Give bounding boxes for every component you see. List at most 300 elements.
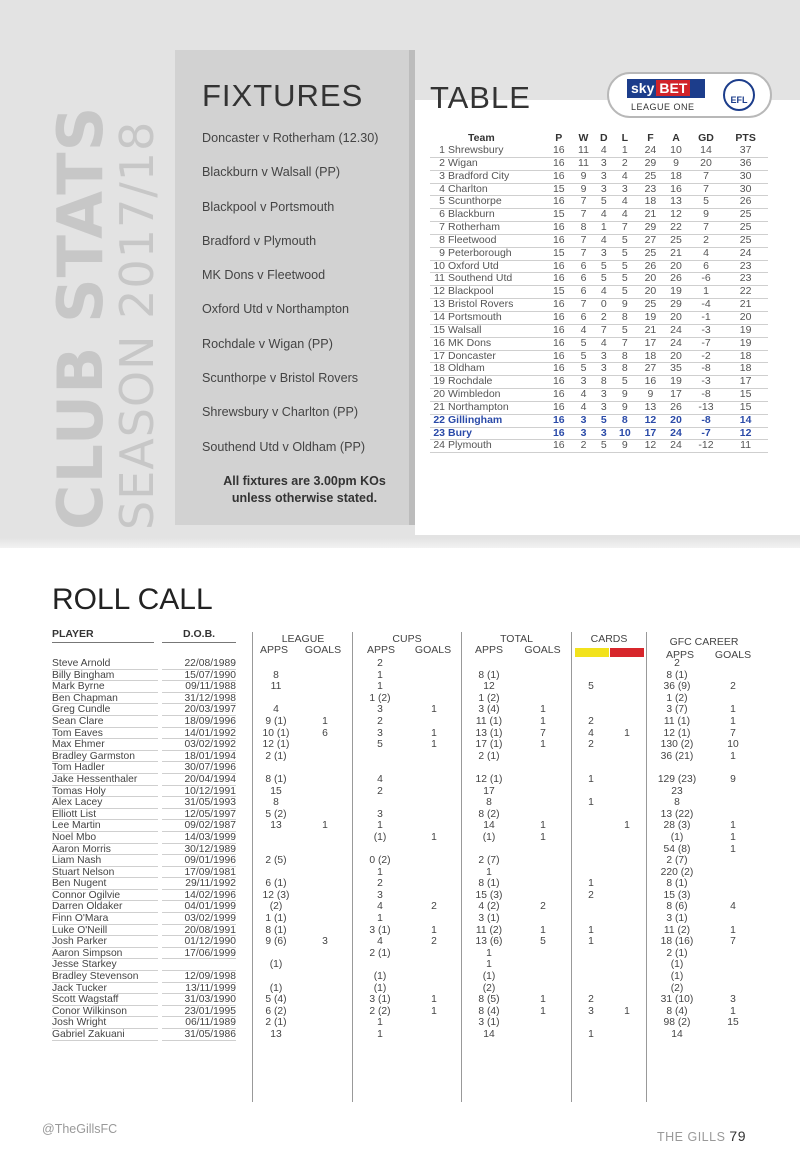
stat-cell	[300, 786, 350, 798]
stat-cell	[516, 844, 570, 856]
stat-cell	[609, 983, 645, 995]
stat-cell: (2)	[482, 982, 496, 994]
table-cell-pos: 13	[430, 299, 448, 312]
stat-cell	[516, 762, 570, 774]
stat-cell	[516, 948, 570, 960]
total-goals-column	[516, 658, 570, 1041]
table-cell-l: 5	[612, 234, 638, 247]
table-cell-w: 6	[572, 273, 596, 286]
table-cell-w: 5	[572, 350, 596, 363]
stat-cell: 1	[540, 994, 546, 1006]
club-stats-title: CLUB STATS	[44, 105, 117, 530]
stat-cell: 20/03/1997	[162, 704, 236, 716]
stat-cell: 8 (1)	[666, 669, 688, 681]
stat-cell: 3	[377, 727, 383, 739]
stat-cell: 06/11/1989	[162, 1017, 236, 1029]
table-cell-f: 27	[638, 363, 664, 376]
table-row	[430, 260, 768, 273]
table-cell-f: 18	[638, 350, 664, 363]
stat-cell: 3 (4)	[478, 704, 500, 716]
stat-cell	[300, 855, 350, 867]
table-row	[430, 440, 768, 453]
player-name: Gabriel Zakuani	[52, 1029, 158, 1041]
stat-cell: 28 (3)	[663, 820, 691, 832]
stat-cell	[300, 844, 350, 856]
stat-cell	[573, 983, 609, 995]
table-cell-l: 8	[612, 311, 638, 324]
table-cell-f: 19	[638, 311, 664, 324]
table-cell-p: 16	[546, 324, 572, 337]
stat-cell: 2	[377, 878, 383, 890]
table-cell-pts: 30	[723, 183, 768, 196]
table-cell-p: 16	[546, 414, 572, 427]
stat-cell	[300, 809, 350, 821]
stat-cell: 3 (1)	[478, 913, 500, 925]
table-cell-a: 20	[663, 260, 689, 273]
stat-cell: 9	[730, 773, 736, 785]
table-cell-gd: -1	[689, 311, 723, 324]
stat-cell: 1	[730, 924, 736, 936]
stat-cell	[408, 948, 460, 960]
table-cell-l: 5	[612, 260, 638, 273]
table-cell-f: 12	[638, 440, 664, 453]
stat-cell	[573, 704, 609, 716]
player-name: Steve Arnold	[52, 658, 158, 670]
red-cards-column	[609, 658, 645, 1041]
table-cell-pts: 11	[723, 440, 768, 453]
table-cell-team: Wimbledon	[448, 389, 546, 402]
table-row	[430, 234, 768, 247]
stat-cell: 1	[540, 924, 546, 936]
table-cell-pts: 23	[723, 273, 768, 286]
table-cell-w: 3	[572, 376, 596, 389]
season-title: SEASON 2017/18	[110, 120, 164, 530]
table-cell-a: 17	[663, 389, 689, 402]
table-cell-p: 16	[546, 170, 572, 183]
stat-cell: 1	[624, 1005, 630, 1017]
stat-cell	[609, 716, 645, 728]
stat-cell: 17 (1)	[475, 739, 503, 751]
table-cell-team: Gillingham	[448, 414, 546, 427]
table-cell-pts: 20	[723, 311, 768, 324]
table-cell-d: 4	[595, 234, 612, 247]
player-name: Lee Martin	[52, 820, 158, 832]
stat-cell: 4	[588, 727, 594, 739]
stat-cell: 54 (8)	[663, 843, 691, 855]
stat-cell: 03/02/1992	[162, 739, 236, 751]
stat-cell	[300, 762, 350, 774]
stat-cell	[408, 913, 460, 925]
stat-cell: 14	[483, 820, 495, 832]
stat-cell: 1	[377, 681, 383, 693]
league-header: LEAGUE	[281, 633, 325, 645]
stat-cell	[573, 658, 609, 670]
table-cell-p: 16	[546, 350, 572, 363]
stat-cell: 15 (3)	[663, 889, 691, 901]
table-cell-gd: -6	[689, 273, 723, 286]
table-cell-f: 20	[638, 273, 664, 286]
stat-cell: 1	[377, 669, 383, 681]
stat-cell: 2 (7)	[478, 855, 500, 867]
stat-cell	[516, 751, 570, 763]
table-cell-w: 6	[572, 260, 596, 273]
stat-cell: 09/11/1988	[162, 681, 236, 693]
yellow-cards-column	[573, 658, 609, 1041]
stat-cell: 1	[730, 831, 736, 843]
stat-cell	[516, 774, 570, 786]
dob-column	[162, 658, 236, 1041]
stat-cell: 1	[540, 704, 546, 716]
table-cell-pos: 1	[430, 145, 448, 157]
table-cell-p: 16	[546, 440, 572, 453]
table-cell-pts: 18	[723, 363, 768, 376]
stat-cell	[408, 867, 460, 879]
stat-cell	[706, 983, 760, 995]
club-stats-heading	[44, 70, 170, 530]
stat-cell	[609, 658, 645, 670]
fixture-item: Blackpool v Portsmouth	[202, 199, 335, 214]
stat-cell: 13 (22)	[660, 808, 694, 820]
stat-cell	[408, 762, 460, 774]
stat-cell: 1	[322, 820, 328, 832]
league-apps-header: APPS	[259, 644, 288, 656]
total-apps-column	[463, 658, 515, 1041]
stat-cell	[609, 936, 645, 948]
stat-cell: 4	[377, 773, 383, 785]
table-cell-d: 7	[595, 324, 612, 337]
table-cell-a: 24	[663, 337, 689, 350]
table-cell-pts: 25	[723, 209, 768, 222]
stat-cell: 1	[540, 1005, 546, 1017]
stat-cell: 1	[588, 936, 594, 948]
league-one-label: LEAGUE ONE	[631, 102, 695, 112]
stat-cell	[354, 751, 406, 763]
table-cell-pts: 25	[723, 234, 768, 247]
table-cell-team: Wigan	[448, 157, 546, 170]
table-row	[430, 324, 768, 337]
table-cell-a: 20	[663, 350, 689, 363]
efl-logo-icon: EFL	[723, 79, 755, 111]
player-name: Conor Wilkinson	[52, 1006, 158, 1018]
stat-cell: 8	[674, 797, 680, 809]
stat-cell: 11 (2)	[663, 924, 691, 936]
stat-cell: 1	[377, 820, 383, 832]
player-name: Ben Nugent	[52, 878, 158, 890]
stat-cell	[408, 751, 460, 763]
table-cell-w: 3	[572, 414, 596, 427]
stat-cell: 11 (1)	[663, 715, 691, 727]
table-cell-pts: 37	[723, 145, 768, 157]
stat-cell: 14/03/1999	[162, 832, 236, 844]
table-cell-d: 4	[595, 209, 612, 222]
stat-cell: 1	[540, 715, 546, 727]
stat-cell: 7	[540, 727, 546, 739]
stat-cell: 10 (1)	[262, 727, 290, 739]
table-row	[430, 286, 768, 299]
stat-cell: 29/11/1992	[162, 878, 236, 890]
stat-cell: 1	[322, 715, 328, 727]
table-cell-pos: 9	[430, 247, 448, 260]
stat-cell: 1	[624, 820, 630, 832]
stat-cell	[300, 959, 350, 971]
stat-cell: 1	[377, 1017, 383, 1029]
stat-cell: 31/03/1990	[162, 994, 236, 1006]
stat-cell	[300, 878, 350, 890]
stat-cell: 2	[377, 715, 383, 727]
player-name: Finn O'Mara	[52, 913, 158, 925]
stat-cell: 1	[431, 739, 437, 751]
stat-cell: 6 (1)	[265, 878, 287, 890]
table-cell-l: 4	[612, 196, 638, 209]
player-name: Tom Hadler	[52, 762, 158, 774]
table-cell-team: Blackpool	[448, 286, 546, 299]
table-cell-l: 10	[612, 427, 638, 440]
table-cell-pos: 22	[430, 414, 448, 427]
player-name: Liam Nash	[52, 855, 158, 867]
cups-goals-header: GOALS	[414, 644, 452, 656]
table-header-cell: L	[621, 132, 629, 144]
stat-cell	[609, 971, 645, 983]
stat-cell: 13	[270, 1029, 282, 1040]
table-cell-gd: 20	[689, 157, 723, 170]
stat-cell	[609, 670, 645, 682]
stat-cell	[573, 670, 609, 682]
table-row	[430, 311, 768, 324]
stat-cell: 2	[377, 658, 383, 669]
stat-cell	[516, 855, 570, 867]
table-cell-w: 9	[572, 183, 596, 196]
stat-cell: 23	[671, 785, 683, 797]
stat-cell: 5	[588, 681, 594, 693]
table-cell-a: 13	[663, 196, 689, 209]
stat-cell: 1 (2)	[369, 692, 391, 704]
table-cell-gd: -13	[689, 401, 723, 414]
stat-cell: 1	[431, 831, 437, 843]
column-divider	[352, 632, 353, 1102]
table-cell-gd: -8	[689, 414, 723, 427]
stat-cell	[300, 867, 350, 879]
stat-cell: 1	[377, 913, 383, 925]
player-name: Jake Hessenthaler	[52, 774, 158, 786]
stat-cell	[408, 774, 460, 786]
table-cell-f: 25	[638, 299, 664, 312]
stat-cell	[609, 797, 645, 809]
table-cell-team: Bristol Rovers	[448, 299, 546, 312]
stat-cell	[463, 658, 515, 670]
stat-cell	[609, 948, 645, 960]
stat-cell: 4	[377, 901, 383, 913]
table-cell-f: 21	[638, 209, 664, 222]
stat-cell	[609, 832, 645, 844]
stat-cell: 3	[322, 936, 328, 948]
stat-cell	[408, 959, 460, 971]
table-cell-l: 5	[612, 273, 638, 286]
table-cell-f: 18	[638, 196, 664, 209]
table-cell-l: 9	[612, 389, 638, 402]
stat-cell: 0 (2)	[369, 855, 391, 867]
stat-cell	[516, 797, 570, 809]
stat-cell: (1)	[482, 971, 496, 983]
table-cell-pos: 6	[430, 209, 448, 222]
yellow-card-swatch	[575, 648, 609, 657]
total-apps-header: APPS	[474, 644, 503, 656]
table-cell-team: Shrewsbury	[448, 145, 546, 157]
table-cell-d: 3	[595, 247, 612, 260]
stat-cell	[254, 844, 298, 856]
stat-cell: 2	[588, 889, 594, 901]
stat-cell	[408, 693, 460, 705]
stat-cell	[300, 948, 350, 960]
player-name-column	[52, 658, 158, 1041]
cards-header: CARDS	[590, 633, 628, 645]
table-cell-team: Peterborough	[448, 247, 546, 260]
table-cell-w: 7	[572, 196, 596, 209]
stat-cell	[609, 751, 645, 763]
player-name: Bradley Garmston	[52, 751, 158, 763]
stat-cell	[254, 832, 298, 844]
table-cell-team: Fleetwood	[448, 234, 546, 247]
table-cell-a: 24	[663, 440, 689, 453]
stat-cell	[300, 832, 350, 844]
stat-cell: 2 (1)	[478, 750, 500, 762]
table-row	[430, 427, 768, 440]
table-cell-p: 16	[546, 427, 572, 440]
stat-cell: (1)	[269, 959, 283, 971]
stat-cell: 6	[322, 727, 328, 739]
table-row	[430, 183, 768, 196]
stat-cell	[300, 890, 350, 902]
stat-cell: 1	[730, 820, 736, 832]
stat-cell	[706, 913, 760, 925]
stat-cell: 8 (1)	[265, 924, 287, 936]
stat-cell	[408, 890, 460, 902]
table-row	[430, 389, 768, 402]
table-cell-l: 4	[612, 209, 638, 222]
stat-cell	[300, 774, 350, 786]
stat-cell: 12 (1)	[262, 739, 290, 751]
dob-header: D.O.B.	[183, 628, 216, 640]
table-cell-pos: 18	[430, 363, 448, 376]
stat-cell	[300, 751, 350, 763]
stat-cell: 4	[730, 901, 736, 913]
table-header-cell: W	[578, 132, 589, 144]
stat-cell	[300, 1029, 350, 1041]
stat-cell: 31/05/1986	[162, 1029, 236, 1041]
stat-cell: 13 (1)	[475, 727, 503, 739]
table-cell-w: 4	[572, 389, 596, 402]
stat-cell	[573, 832, 609, 844]
table-cell-team: Oxford Utd	[448, 260, 546, 273]
table-cell-f: 20	[638, 286, 664, 299]
table-cell-l: 5	[612, 324, 638, 337]
table-cell-gd: -7	[689, 337, 723, 350]
stat-cell: 2 (5)	[265, 855, 287, 867]
table-cell-l: 5	[612, 247, 638, 260]
stat-cell: 18/09/1996	[162, 716, 236, 728]
stat-cell	[408, 844, 460, 856]
table-cell-pts: 21	[723, 299, 768, 312]
stat-cell	[706, 670, 760, 682]
fixtures-note: All fixtures are 3.00pm KOs unless otherwise stated.	[223, 474, 386, 505]
table-cell-pts: 22	[723, 286, 768, 299]
player-name: Stuart Nelson	[52, 867, 158, 879]
table-cell-pts: 19	[723, 337, 768, 350]
stat-cell: 1	[730, 843, 736, 855]
stat-cell: 8 (1)	[666, 878, 688, 890]
stat-cell: 1 (1)	[265, 913, 287, 925]
fixtures-title: FIXTURES	[202, 78, 364, 113]
table-cell-team: Portsmouth	[448, 311, 546, 324]
stat-cell: 1 (2)	[478, 692, 500, 704]
stat-cell	[300, 797, 350, 809]
cups-apps-column	[354, 658, 406, 1041]
stat-cell: 1	[540, 831, 546, 843]
stat-cell	[516, 1017, 570, 1029]
stat-cell: 1	[730, 750, 736, 762]
table-cell-pos: 12	[430, 286, 448, 299]
stat-cell	[300, 1017, 350, 1029]
table-cell-team: Southend Utd	[448, 273, 546, 286]
table-cell-pts: 14	[723, 414, 768, 427]
stat-cell	[609, 693, 645, 705]
table-cell-gd: 4	[689, 247, 723, 260]
stat-cell	[254, 658, 298, 670]
table-cell-pos: 20	[430, 389, 448, 402]
stat-cell: 11 (2)	[475, 924, 503, 936]
stat-cell: 4	[377, 936, 383, 948]
stat-cell	[706, 693, 760, 705]
table-header-cell: D	[599, 132, 608, 144]
table-cell-pos: 15	[430, 324, 448, 337]
table-cell-f: 16	[638, 376, 664, 389]
stat-cell: 130 (2)	[660, 739, 694, 751]
table-cell-p: 15	[546, 183, 572, 196]
stat-cell: 2 (7)	[666, 855, 688, 867]
table-cell-d: 5	[595, 273, 612, 286]
stat-cell	[609, 959, 645, 971]
player-name: Ben Chapman	[52, 693, 158, 705]
table-cell-team: MK Dons	[448, 337, 546, 350]
stat-cell	[516, 867, 570, 879]
stat-cell: 14/01/1992	[162, 728, 236, 740]
stat-cell	[408, 716, 460, 728]
table-cell-d: 5	[595, 260, 612, 273]
stat-cell: 7	[730, 727, 736, 739]
player-name: Greg Cundle	[52, 704, 158, 716]
stat-cell: 1	[588, 878, 594, 890]
table-cell-p: 16	[546, 376, 572, 389]
player-name: Sean Clare	[52, 716, 158, 728]
table-row	[430, 145, 768, 157]
table-row	[430, 376, 768, 389]
stat-cell	[573, 959, 609, 971]
player-name: Scott Wagstaff	[52, 994, 158, 1006]
stat-cell: 14	[483, 1029, 495, 1040]
twitter-handle: @TheGillsFC	[42, 1122, 118, 1136]
stat-cell: 3 (1)	[666, 913, 688, 925]
table-cell-d: 1	[595, 222, 612, 235]
stat-cell	[516, 959, 570, 971]
table-cell-f: 12	[638, 414, 664, 427]
stat-cell: 5	[377, 739, 383, 751]
stat-cell	[706, 878, 760, 890]
stat-cell: 3 (7)	[666, 704, 688, 716]
column-divider	[252, 632, 253, 1102]
table-cell-pos: 19	[430, 376, 448, 389]
table-cell-team: Rotherham	[448, 222, 546, 235]
stat-cell	[573, 786, 609, 798]
stat-cell: 31/05/1993	[162, 797, 236, 809]
